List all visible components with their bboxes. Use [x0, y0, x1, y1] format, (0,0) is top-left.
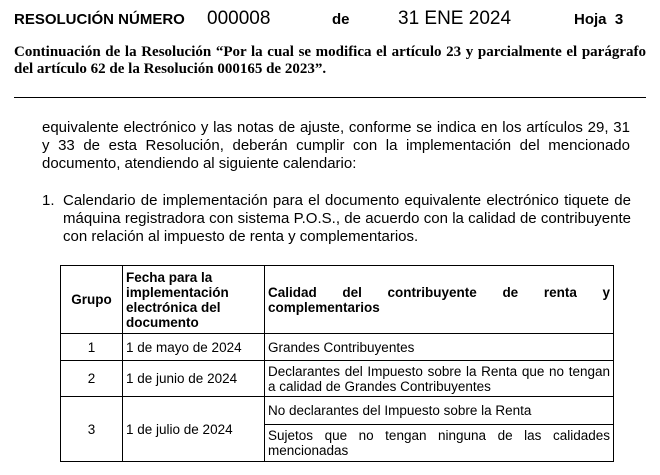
table-header-row — [61, 266, 614, 334]
resolucion-date: 31 ENE 2024 — [398, 8, 512, 29]
list-item-text: Calendario de implementación para el documento equivalente electrónico tiquete de máquina registradora con sistema P.O.S., de acuerdo con la calidad de contribuyente con relación al impuesto de renta y complementarios. — [63, 192, 631, 245]
table-row — [61, 361, 614, 397]
cell-grupo: 3 — [61, 397, 123, 462]
list-item-number: 1. — [42, 192, 55, 209]
hoja-word: Hoja — [574, 11, 607, 28]
implementation-calendar-table — [60, 265, 614, 462]
header-divider — [14, 97, 646, 98]
table-row — [61, 397, 614, 425]
resolucion-label: RESOLUCIÓN NÚMERO — [14, 11, 185, 28]
cell-calidad: Grandes Contribuyentes — [265, 334, 614, 361]
cell-fecha: 1 de julio de 2024 — [123, 397, 265, 462]
hoja-label — [574, 11, 623, 28]
cell-calidad: Declarantes del Impuesto sobre la Renta que no tengan a calidad de Grandes Contribuyentes — [265, 361, 614, 397]
header-calidad: Calidad del contribuyente de renta y complementarios — [265, 266, 614, 334]
cell-calidad: Sujetos que no tengan ninguna de las calidades mencionadas — [265, 425, 614, 462]
de-label: de — [332, 11, 350, 28]
continuation-title: Continuación de la Resolución “Por la cual se modifica el artículo 23 y parcialmente el parágrafo del artículo 62 de la Resolución 000165 de 2023”. — [14, 44, 646, 77]
resolucion-number: 000008 — [207, 8, 271, 29]
hoja-number: 3 — [614, 11, 624, 28]
cell-grupo: 2 — [61, 361, 123, 397]
header-grupo: Grupo — [61, 266, 123, 334]
cell-fecha: 1 de junio de 2024 — [123, 361, 265, 397]
table-row — [61, 334, 614, 361]
cell-grupo: 1 — [61, 334, 123, 361]
cell-fecha: 1 de mayo de 2024 — [123, 334, 265, 361]
cell-calidad: No declarantes del Impuesto sobre la Renta — [265, 397, 614, 425]
document-header — [14, 8, 646, 32]
body-paragraph: equivalente electrónico y las notas de ajuste, conforme se indica en los artículos 29, 31 y 33 de esta Resolución, deberán cumplir con la implementación del mencionado documento, atendiendo al siguiente calendario: — [42, 119, 630, 172]
header-fecha: Fecha para la implementación electrónica del documento — [123, 266, 265, 334]
